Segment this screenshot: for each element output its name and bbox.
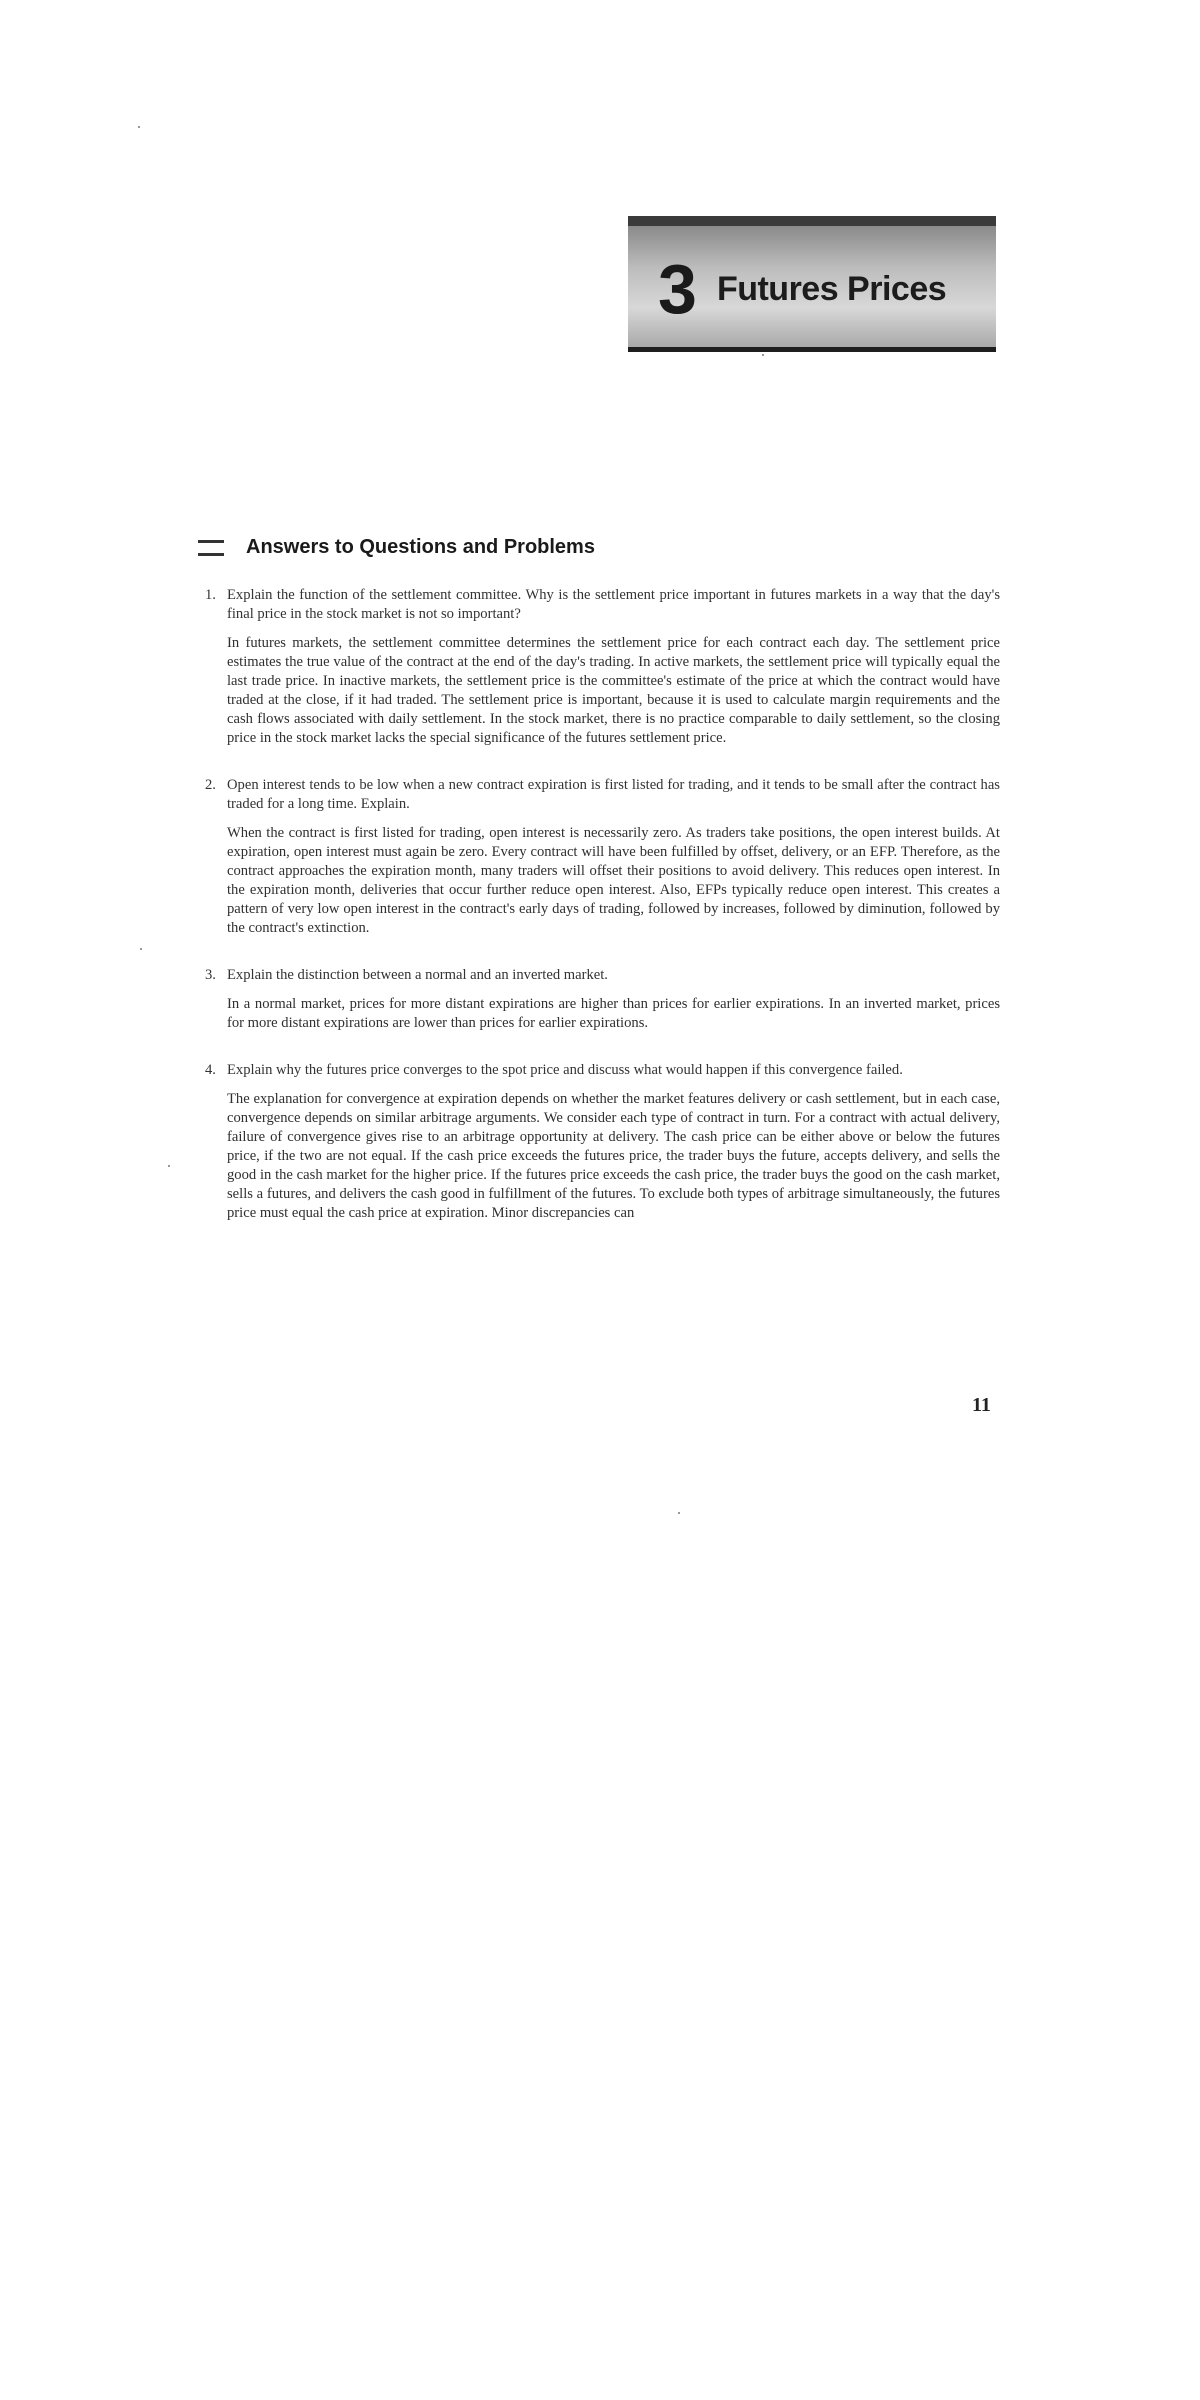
scan-speck <box>678 1512 680 1514</box>
section-header <box>198 536 595 559</box>
answer-text: In futures markets, the settlement committee determines the settlement price for each contract each day. The settlement price estimates the true value of the contract at the end of the day's trading. In active markets, the settlement price will typically equal the last trade price. In inactive markets, the settlement price is the committee's estimate of the price at which the contract would have traded at the close, if it had traded. The settlement price is important, because it is used to calculate margin requirements and the cash flows associated with daily settlement. In the stock market, there is no practice comparable to daily settlement, so the closing price in the stock market lacks the special significance of the futures settlement price. <box>227 635 1000 746</box>
qa-item-3 <box>205 966 1000 1033</box>
question <box>205 1061 1000 1080</box>
question <box>205 776 1000 814</box>
scan-speck <box>762 354 764 356</box>
answer-text: When the contract is first listed for trading, open interest is necessarily zero. As traders take positions, the open interest builds. At expiration, open interest must again be zero. Every contract will have been fulfilled by offset, delivery, or an EFP. Therefore, as the contract approaches the expiration month, many traders will offset their positions to avoid delivery. This reduces open interest. In the expiration month, deliveries that occur further reduce open interest. Also, EFPs typically reduce open interest. This creates a pattern of very low open interest in the contract's early days of trading, followed by increases, followed by diminution, followed by the contract's extinction. <box>227 825 1000 936</box>
question <box>205 586 1000 624</box>
scan-speck <box>140 948 142 950</box>
question-number: 4. <box>205 1062 216 1078</box>
answer-text: In a normal market, prices for more distant expirations are higher than prices for earlier expirations. In an inverted market, prices for more distant expirations are lower than prices for earlier expirations. <box>227 996 1000 1031</box>
chapter-banner <box>628 216 996 352</box>
scan-speck <box>138 126 140 128</box>
question-text: Explain the distinction between a normal and an inverted market. <box>227 967 608 983</box>
question <box>205 966 1000 985</box>
section-marker-icon <box>198 540 224 556</box>
question-text: Open interest tends to be low when a new contract expiration is first listed for trading, and it tends to be small after the contract has traded for a long time. Explain. <box>227 777 1000 812</box>
question-text: Explain the function of the settlement committee. Why is the settlement price important in futures markets in a way that the day's final price in the stock market is not so important? <box>227 587 1000 622</box>
qa-item-1 <box>205 586 1000 748</box>
answer-text: The explanation for convergence at expiration depends on whether the market features delivery or cash settlement, but in each case, convergence depends on similar arbitrage arguments. We consider each type of contract in turn. For a contract with actual delivery, failure of convergence gives rise to an arbitrage opportunity at delivery. The cash price can be either above or below the futures price, if the two are not equal. If the cash price exceeds the futures price, the trader buys the future, accepts delivery, and sells the good in the cash market for the higher price. If the futures price exceeds the cash price, the trader buys the good on the cash market, sells a futures, and delivers the cash good in fulfillment of the futures. To exclude both types of arbitrage simultaneously, the futures price must equal the cash price at expiration. Minor discrepancies can <box>227 1091 1000 1221</box>
qa-item-4 <box>205 1061 1000 1223</box>
scan-speck <box>168 1165 170 1167</box>
question-number: 1. <box>205 587 216 603</box>
question-text: Explain why the futures price converges to the spot price and discuss what would happen if this convergence failed. <box>227 1062 903 1078</box>
question-number: 2. <box>205 777 216 793</box>
question-number: 3. <box>205 967 216 983</box>
chapter-title: Futures Prices <box>716 270 947 308</box>
section-title: Answers to Questions and Problems <box>246 536 595 558</box>
chapter-number: 3 <box>658 249 697 328</box>
qa-item-2 <box>205 776 1000 938</box>
page-number: 11 <box>972 1394 991 1416</box>
qa-list <box>205 586 1000 1251</box>
